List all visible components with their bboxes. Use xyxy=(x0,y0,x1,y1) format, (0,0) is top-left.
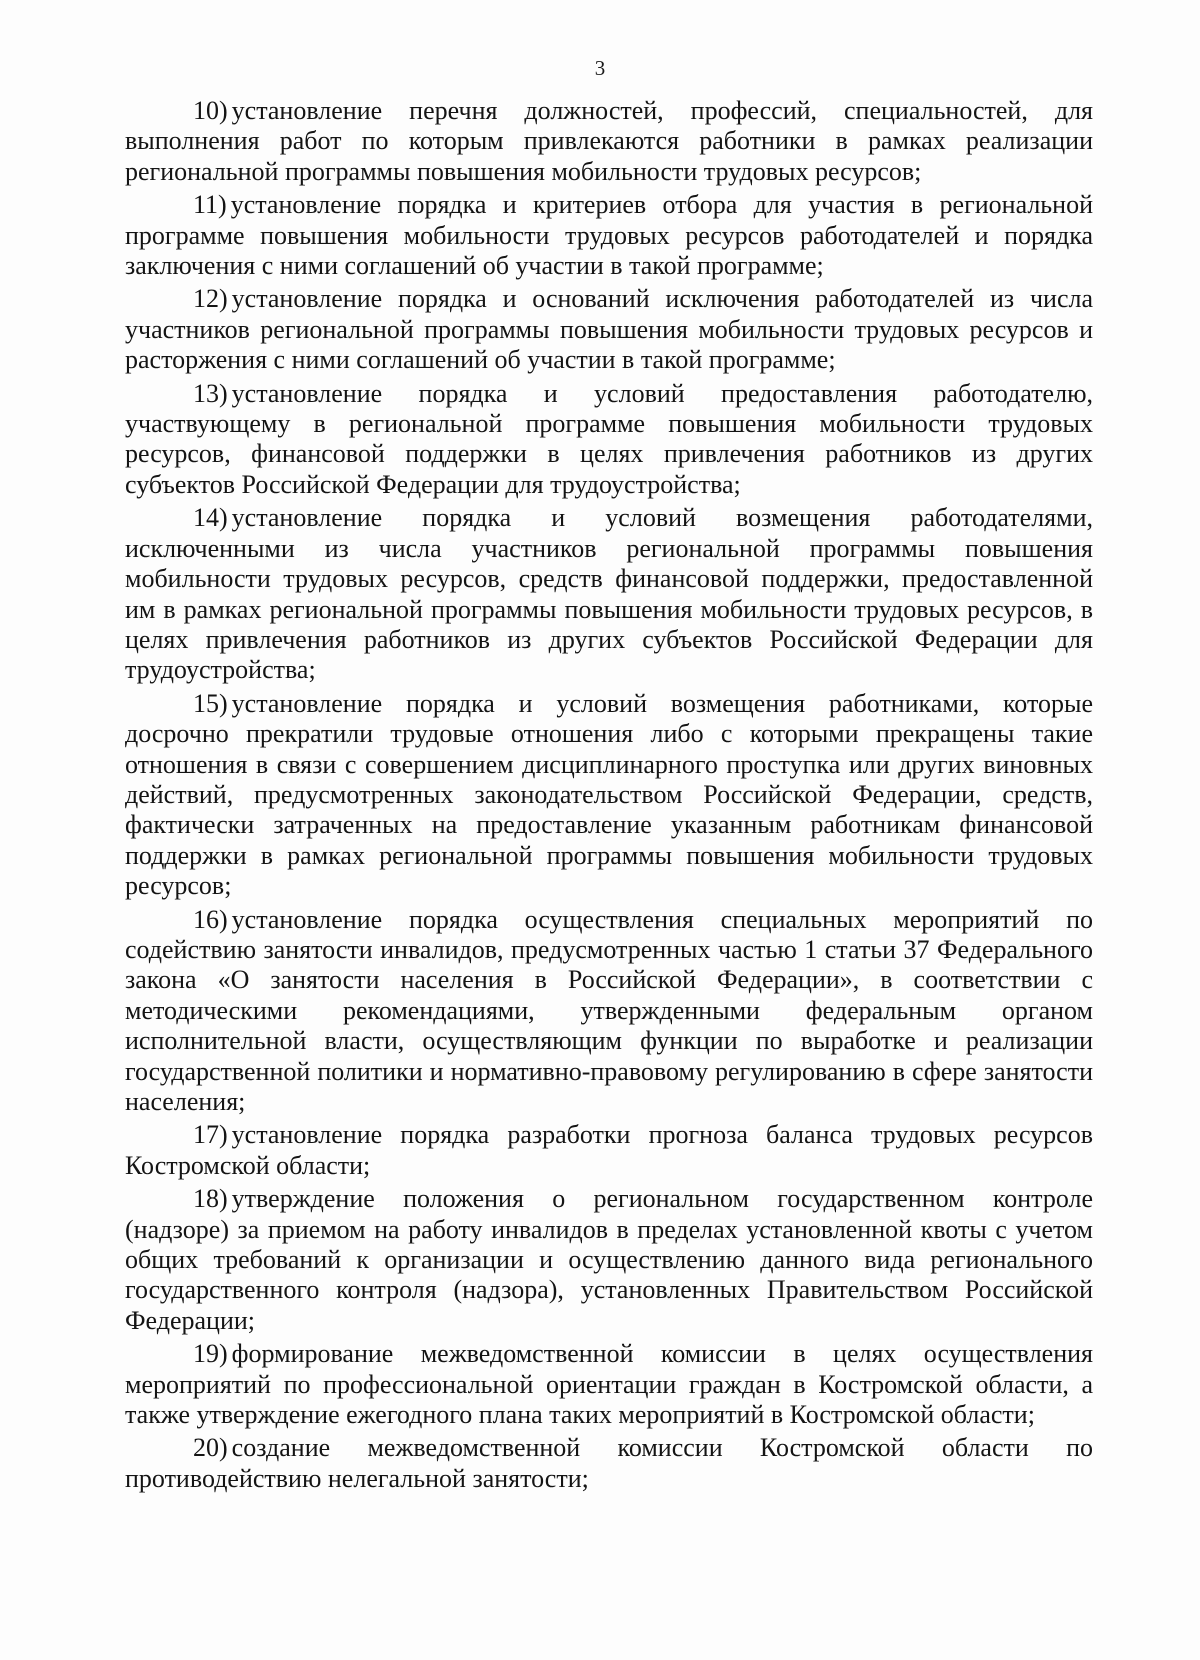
item-text: установление перечня должностей, профессий, специальностей, для выполнения работ по которым привлекаются работники в рамках реализации региональной программы повышения мобильности трудовых ресурсов; xyxy=(125,96,1093,186)
item-number: 18) xyxy=(193,1184,228,1214)
item-text: формирование межведомственной комиссии в целях осуществления мероприятий по профессиональной ориентации граждан в Костромской области, а также утверждение ежегодного плана таких мероприятий в Костромской области; xyxy=(125,1339,1093,1430)
item-number: 20) xyxy=(193,1433,228,1463)
item-number: 11) xyxy=(193,190,227,220)
list-item-16 xyxy=(125,905,1093,1118)
item-text: установление порядка и критериев отбора для участия в региональной программе повышения мобильности трудовых ресурсов работодателей и порядка заключения с ними соглашений об участии в такой программе; xyxy=(125,190,1093,281)
item-text: установление порядка и оснований исключения работодателей из числа участников региональной программы повышения мобильности трудовых ресурсов и расторжения с ними соглашений об участии в такой программе; xyxy=(125,284,1093,375)
document-body xyxy=(125,96,1093,1497)
item-number: 16) xyxy=(193,904,228,934)
item-number: 19) xyxy=(193,1339,228,1369)
item-number: 14) xyxy=(193,503,228,533)
list-item-13 xyxy=(125,379,1093,501)
item-text: установление порядка осуществления специальных мероприятий по содействию занятости инвалидов, предусмотренных частью 1 статьи 37 Федерального закона «О занятости населения в Российской Федерации», в соответствии с методическими рекомендациями, утвержденными федеральным органом исполнительной власти, осуществляющим функции по выработке и реализации государственной политики и нормативно-правовому регулированию в сфере занятости населения; xyxy=(125,904,1093,1116)
item-number: 12) xyxy=(193,284,228,314)
list-item-10 xyxy=(125,96,1093,187)
list-item-18 xyxy=(125,1184,1093,1336)
list-item-19 xyxy=(125,1339,1093,1430)
page-number: 3 xyxy=(594,56,606,80)
list-item-20 xyxy=(125,1433,1093,1494)
item-number: 10) xyxy=(193,96,228,125)
list-item-15 xyxy=(125,689,1093,902)
list-item-17 xyxy=(125,1120,1093,1181)
list-item-12 xyxy=(125,284,1093,375)
item-text: установление порядка и условий предоставления работодателю, участвующему в региональной программе повышения мобильности трудовых ресурсов, финансовой поддержки в целях привлечения работников из других субъектов Российской Федерации для трудоустройства; xyxy=(125,378,1093,499)
list-item-11 xyxy=(125,190,1093,281)
item-text: установление порядка и условий возмещения работниками, которые досрочно прекратили трудовые отношения либо с которыми прекращены такие отношения в связи с совершением дисциплинарного проступка или других виновных действий, предусмотренных законодательством Российской Федерации, средств, фактически затраченных на предоставление указанным работникам финансовой поддержки в рамках региональной программы повышения мобильности трудовых ресурсов; xyxy=(125,688,1093,901)
list-item-14 xyxy=(125,503,1093,685)
item-number: 13) xyxy=(193,378,228,408)
item-text: создание межведомственной комиссии Костромской области по противодействию нелегальной занятости; xyxy=(125,1433,1093,1493)
item-number: 17) xyxy=(193,1120,228,1150)
item-text: установление порядка и условий возмещения работодателями, исключенными из числа участников региональной программы повышения мобильности трудовых ресурсов, средств финансовой поддержки, предоставленной им в рамках региональной программы повышения мобильности трудовых ресурсов, в целях привлечения работников из других субъектов Российской Федерации для трудоустройства; xyxy=(125,503,1093,685)
item-text: установление порядка разработки прогноза баланса трудовых ресурсов Костромской области; xyxy=(125,1120,1093,1180)
item-text: утверждение положения о региональном государственном контроле (надзоре) за приемом на работу инвалидов в пределах установленной квоты с учетом общих требований к организации и осуществлению данного вида регионального государственного контроля (надзора), установленных Правительством Российской Федерации; xyxy=(125,1184,1093,1335)
item-number: 15) xyxy=(193,688,228,718)
